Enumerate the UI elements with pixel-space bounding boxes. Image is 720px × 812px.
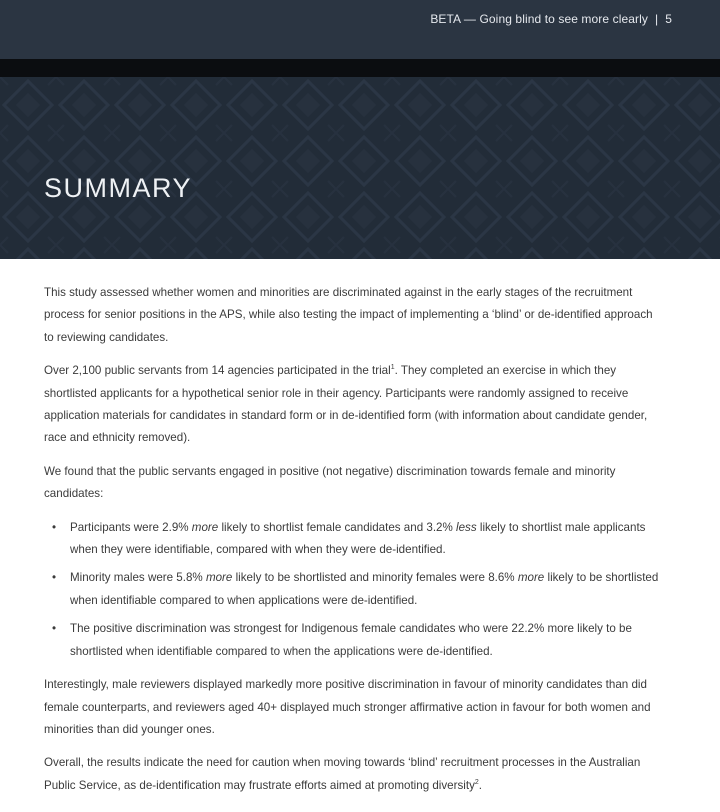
paragraph-conclusion [44,752,664,797]
page-header [0,0,720,59]
conclusion-text-b: . [478,778,483,792]
page-title: SUMMARY [44,173,193,203]
conclusion-text-a: Overall, the results indicate the need for caution when moving towards ‘blind’ recruitment processes in the Australian Public Service, as de-identification may frustrate efforts aimed at promoting diversity [44,756,641,792]
footnote-ref-2[interactable]: 2 [474,778,479,786]
findings-list [44,517,664,663]
running-header [430,12,672,26]
list-item: • Minority males were 5.8% more likely to be shortlisted and minority females were 8.6% more likely to be shortlisted when identifiable compared to when applications were de-identified. [70,567,664,612]
list-item: • Participants were 2.9% more likely to shortlist female candidates and 3.2% less likely to shortlist male applicants when they were identifiable, compared with when they were de-identified. [70,517,664,562]
method-text-b: . They completed an exercise in which they shortlisted applicants for a hypothetical senior role in their agency. Participants were randomly assigned to receive application materials for candidates in standard form or in de-identified form (with information about candidate gender, race and ethnicity removed). [44,364,648,445]
page-number: 5 [665,12,672,26]
paragraph-method [44,360,664,450]
running-title: BETA — Going blind to see more clearly [430,12,648,26]
list-item: • The positive discrimination was strongest for Indigenous female candidates who were 22.2% more likely to be shortlisted when identifiable compared to when the applications were de-identified. [70,618,664,663]
paragraph-reviewers: Interestingly, male reviewers displayed markedly more positive discrimination in favour of minority candidates than did female counterparts, and reviewers aged 40+ displayed much stronger affirmative action in favour for both women and minorities than did younger ones. [44,678,651,736]
header-separator: | [655,12,659,26]
paragraph-intro: This study assessed whether women and minorities are discriminated against in the early stages of the recruitment process for senior positions in the APS, while also testing the impact of implementing a ‘blind’ or de-identified approach to reviewing candidates. [44,286,653,344]
banner-diamond-pattern [0,77,720,259]
section-banner [0,77,720,259]
paragraph-findings-lead: We found that the public servants engaged in positive (not negative) discrimination towards female and minority candidates: [44,464,616,501]
footnote-ref-1[interactable]: 1 [390,364,395,372]
summary-body [44,282,664,808]
method-text-a: Over 2,100 public servants from 14 agencies participated in the trial [44,364,391,378]
header-divider-bar [0,59,720,77]
